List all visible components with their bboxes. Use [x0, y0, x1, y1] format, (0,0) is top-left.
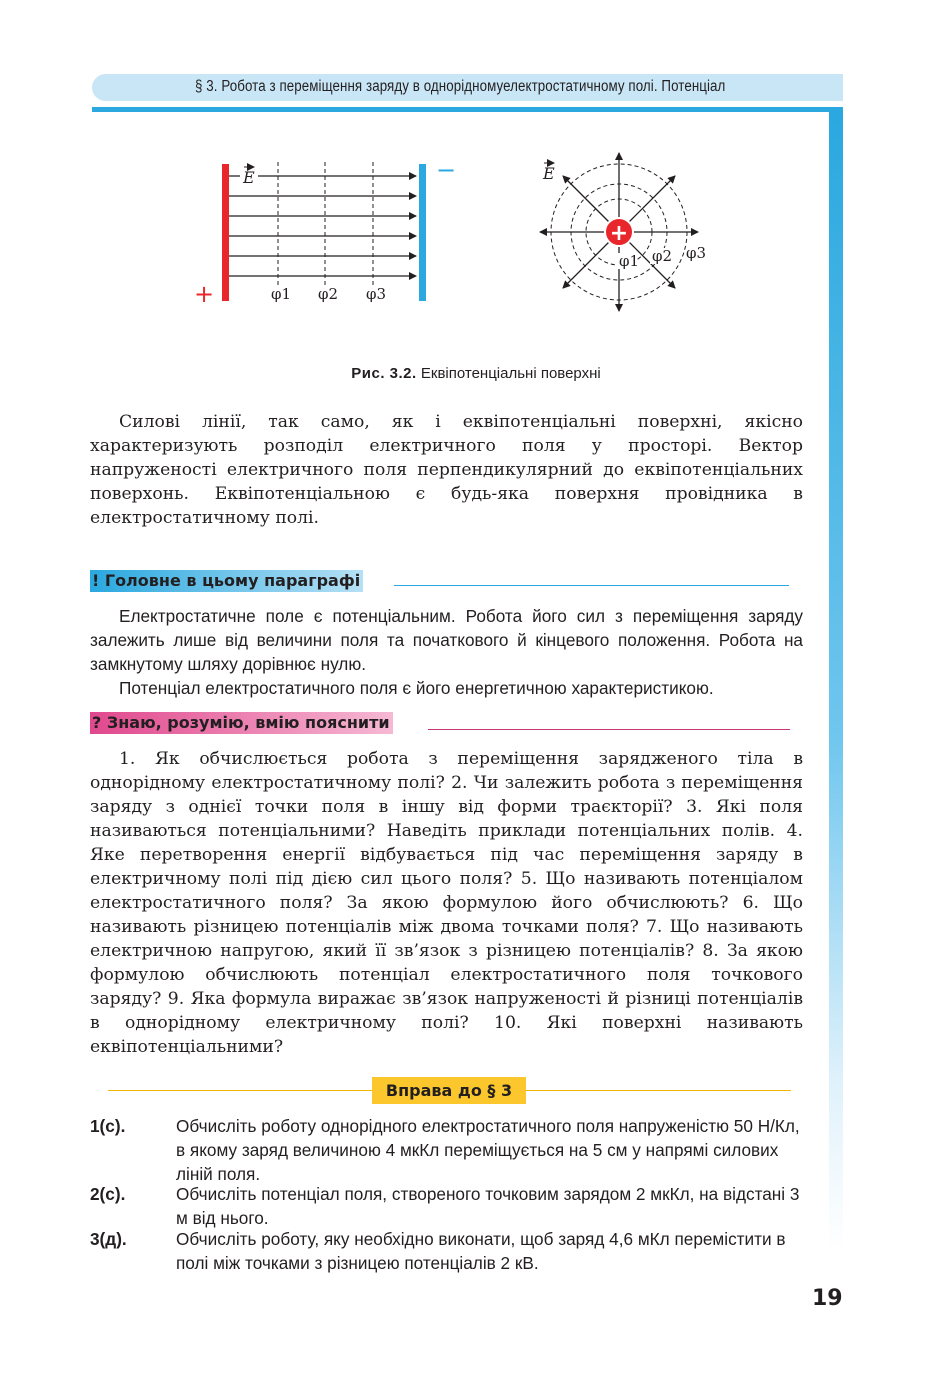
- caption-label: Рис. 3.2.: [351, 365, 417, 382]
- section-title-questions: ? Знаю, розумію, вмію пояснити: [90, 712, 393, 734]
- questions-text: 1. Як обчислюється робота з переміщення зарядженого тіла в однорідному електростатичному полі? 2. Чи залежить робота з переміщення заряду з однієї точки поля в іншу від форми траєкторії? 3. Які поля називаються потенціальними? Наведіть приклади потенціальних полів. 4. Яке перетворення енергії відбувається під час переміщення заряду в електричному полі під дією сил цього поля? 5. Що називають потенціалом електростатичного поля? За якою формулою його обчислюють? 6. Що називають різницею потенціалів між двома точками поля? 7. Що називають електричною напругою, який її зв’язок з різницею потенціалів? 8. За якою формулою обчислюють потенціал електростатичного поля точкового заряду? 9. Яка формула виражає зв’язок напруженості й різниці потенціалів в однорідному електричному полі? 10. Які поверхні називають еквіпотенціальними?: [90, 749, 803, 1057]
- uniform-field-diagram: [194, 156, 456, 308]
- main-summary-text: Потенціал електростатичного поля є його енергетичною характеристикою.: [119, 678, 714, 698]
- phi1-label: φ1: [271, 285, 292, 303]
- exercise-number: 1(с).: [90, 1116, 126, 1136]
- section-rule: [394, 585, 789, 586]
- positive-plate: [222, 164, 229, 301]
- charge-sign: +: [609, 221, 629, 246]
- exercise-text: Обчисліть роботу, яку необхідно виконати, щоб заряд 4,6 мКл перемістити в полі між точками з різницею потенціалів 2 кВ.: [176, 1229, 786, 1273]
- exercise-title: Вправа до § 3: [372, 1077, 526, 1104]
- exercise-number: 3(д).: [90, 1229, 127, 1249]
- negative-plate: [419, 164, 426, 301]
- field-vector-label: E: [543, 164, 555, 183]
- point-charge-diagram: [540, 153, 706, 311]
- exercise-text: Обчисліть роботу однорідного електростатичного поля напруженістю 50 Н/Кл, в якому заряд величиною 4 мкКл переміщується на 5 см у напрямі силових ліній поля.: [176, 1116, 800, 1184]
- body-paragraph: Силові лінії, так само, як і еквіпотенціальні поверхні, якісно характеризують розподіл електричного поля у просторі. Вектор напруженості електричного поля перпендикулярний до еквіпотенціальних поверхонь. Еквіпотенціальною є будь-яка поверхня провідника в електростатичному полі.: [90, 412, 803, 528]
- phi2-label: φ2: [318, 285, 339, 303]
- figure-caption: [0, 365, 952, 382]
- exercise-text: Обчисліть потенціал поля, створеного точковим зарядом 2 мкКл, на відстані 3 м від нього.: [176, 1184, 800, 1228]
- phi3-label: φ3: [366, 285, 387, 303]
- running-header: § 3. Робота з переміщення заряду в однорідномуелектростатичному полі. Потенціал: [195, 78, 726, 95]
- phi1-label: φ1: [619, 252, 640, 270]
- minus-sign: −: [436, 156, 457, 184]
- caption-text: Еквіпотенціальні поверхні: [420, 365, 601, 382]
- phi3-label: φ3: [686, 244, 707, 262]
- phi2-label: φ2: [652, 247, 673, 265]
- section-title-main: ! Головне в цьому параграфі: [90, 570, 363, 592]
- field-vector-label: E: [243, 168, 255, 187]
- exercise-number: 2(с).: [90, 1184, 126, 1204]
- main-summary-text: Електростатичне поле є потенціальним. Робота його сил з переміщення заряду залежить лише від величини поля та початкового й кінцевого положення. Робота на замкнутому шляху дорівнює нулю.: [90, 606, 803, 674]
- section-rule: [428, 729, 790, 730]
- page-number: 19: [812, 1286, 843, 1311]
- figure-equipotential: [0, 0, 952, 360]
- plus-sign: +: [194, 280, 215, 308]
